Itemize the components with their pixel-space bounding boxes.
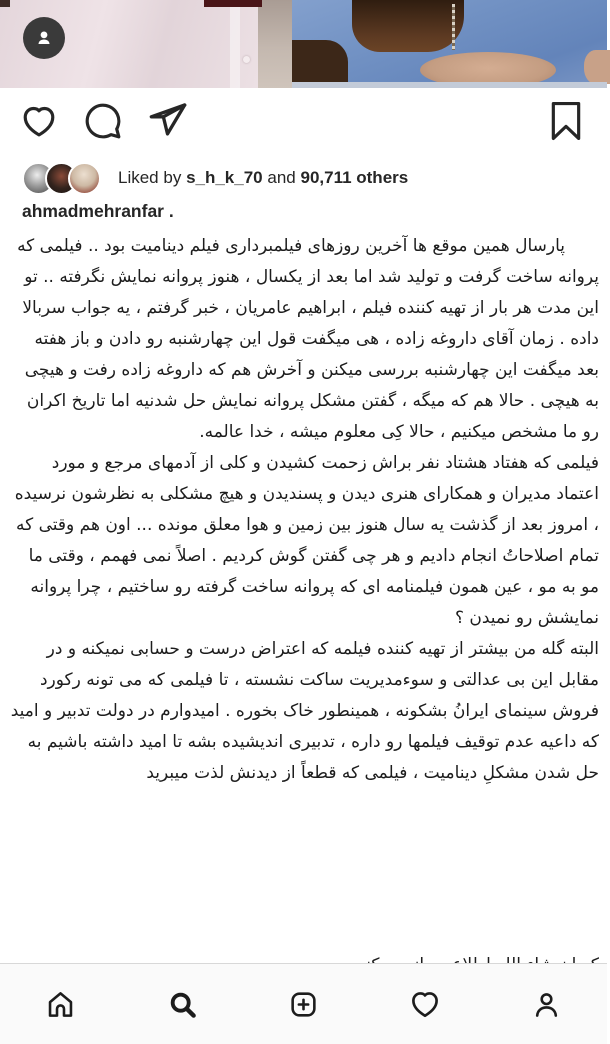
person-icon [33,27,55,49]
action-bar [0,98,607,150]
liked-by-prefix: Liked by [118,168,182,187]
caption-clipped-line [8,950,599,964]
liker-avatar-3 [68,162,101,195]
nav-profile-button[interactable] [516,980,576,1028]
liked-by-connector: and [267,168,296,187]
caption-paragraph-2: فیلمی که هفتاد هشتاد نفر براش زحمت کشیدن و کلی از آدمهای مرجع و مورد اعتماد مدیران و همکارای هنری دیدن و پسندیدن و هیچ مشکلی به نظرشون نرسیده ، امروز بعد از گذشت یه سال هنوز بین زمین و هوا معلق مونده ... اون هم وقتی که تمام اصلاحاتُ انجام دادیم و هر چی گفتن گوش کردیم . اصلاً نمی فهمم ، وقتی ما مو به مو ، عین همون فیلمنامه ای که پروانه ساخت گرفته رو ساختیم ، چرا پروانه نمایشش رو نمیدن ؟ [14,453,599,628]
nav-home-button[interactable] [31,980,91,1028]
liker-username-link[interactable]: s_h_k_70 [186,168,263,187]
nav-search-button[interactable] [152,980,212,1028]
photo-hand-right [584,50,610,84]
post-image[interactable] [0,0,607,88]
photo-top-dark-sliver-mid [204,0,262,7]
author-username-link[interactable]: ahmadmehranfar [22,201,164,221]
profile-icon [531,989,562,1020]
photo-zipper [452,4,455,50]
caption-paragraph-3: البته گله من بیشتر از تهیه کننده فیلمه که اعتراض درست و حسابی نمیکنه و در مقابل این بی عدالتی و سوءمدیریت ساکت نشسته ، تا فیلمی که می تونه رکورد فروش سینمای ایرانُ بشکونه ، همینطور خاک بخوره . امیدوارم در دولت تدبیر و امید که داعیه عدم توقیف فیلمها رو داره ، تدبیری اندیشیده بشه تا امید داشته باشیم به حل شدن مشکلِ دینامیت ، فیلمی که قطعاً از دیدنش لذت میبرید [10,639,599,783]
home-icon [45,989,76,1020]
share-icon [148,100,188,140]
photo-background-band [258,0,292,88]
activity-heart-icon [409,988,441,1020]
post-caption [8,231,599,945]
liked-by-text [118,168,408,188]
nav-new-post-button[interactable] [273,980,333,1028]
liker-avatars[interactable] [22,162,101,195]
new-post-icon [288,989,319,1020]
photo-table-edge [292,82,607,88]
nav-activity-button[interactable] [395,980,455,1028]
save-button[interactable] [547,98,585,144]
share-button[interactable] [148,100,188,140]
search-icon [167,989,198,1020]
heart-icon [20,102,58,140]
comment-icon [84,102,122,140]
photo-leather-bag [352,0,464,52]
bottom-nav [0,963,607,1044]
comment-button[interactable] [84,102,122,140]
caption-paragraph-1: پارسال همین موقع ها آخرین روزهای فیلمبرداری فیلم دینامیت بود .. فیلمی که پروانه ساخت گرفت و تولید شد اما بعد از یکسال ، هنوز پروانه نمایش نگرفته .. تو این مدت هر بار از تهیه کننده فیلم ، ابراهیم عامریان ، خبر گرفتم ، یه جواب سربالا داده . زمان آقای داروغه زاده ، هی میگفت قول این چهارشنبه رو دادن و باز هفته بعد میگفت این چهارشنبه بررسی میکنن و آخرش هم که داروغه زاده رفت و هیچی به هیچی . حالا هم که میگه ، گفتن مشکل پروانه نمایش حل شدنیه اما تاریخ اکران رو ما مشخص میکنیم ، حالا کِی معلوم میشه ، خدا عالمه. [17,236,599,442]
like-button[interactable] [20,102,58,140]
photo-dark-background [292,40,348,88]
photo-shirt-placket [230,0,240,88]
photo-shirt-button [243,56,250,63]
author-story-avatar[interactable] [23,17,65,59]
likes-count-link[interactable]: 90,711 others [300,168,409,187]
author-username-row [22,201,174,222]
bookmark-icon [547,98,585,144]
caption-lead-dot: . [164,201,174,221]
liked-by-row [0,162,607,202]
photo-top-dark-sliver-left [0,0,10,7]
